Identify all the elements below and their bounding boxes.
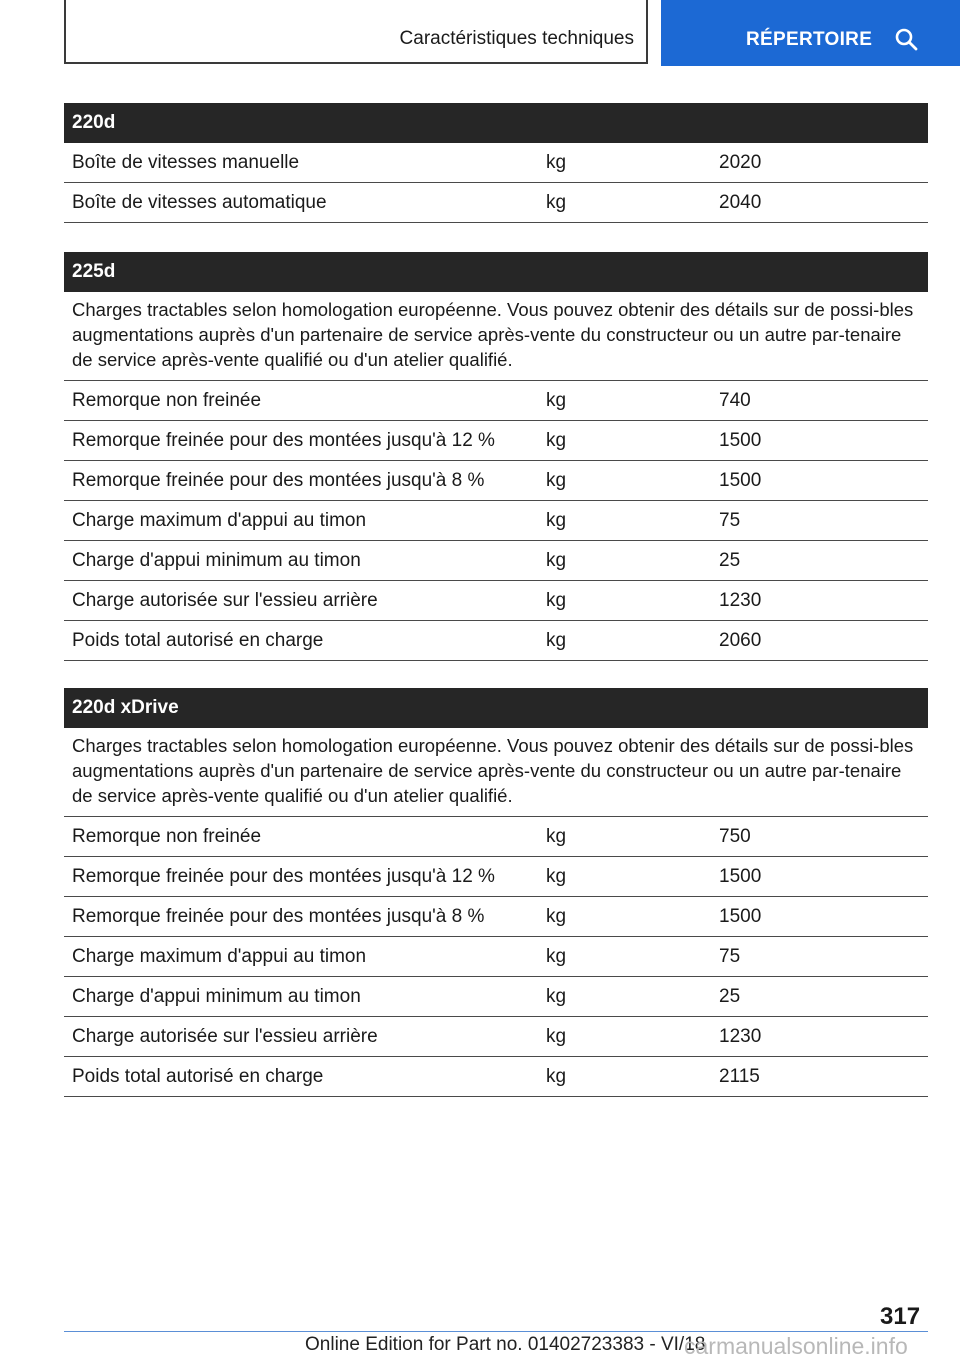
table-row xyxy=(64,501,928,541)
row-value: 1500 xyxy=(719,469,762,491)
section-title: Caractéristiques techniques xyxy=(399,28,634,49)
row-label: Remorque freinée pour des montées jusqu'à 12 % xyxy=(72,865,495,887)
row-value: 25 xyxy=(719,549,741,571)
row-value: 1500 xyxy=(719,429,762,451)
table-row xyxy=(64,421,928,461)
table-row xyxy=(64,857,928,897)
row-label: Remorque non freinée xyxy=(72,389,262,411)
row-unit: kg xyxy=(546,549,567,571)
row-value: 750 xyxy=(719,825,751,847)
table-row xyxy=(64,1017,928,1057)
index-button-label: RÉPERTOIRE xyxy=(746,29,873,50)
row-label: Charge d'appui minimum au timon xyxy=(72,549,361,571)
row-label: Remorque freinée pour des montées jusqu'à 8 % xyxy=(72,469,485,491)
table-row xyxy=(64,897,928,937)
row-label: Poids total autorisé en charge xyxy=(72,1065,324,1087)
row-value: 2020 xyxy=(719,151,762,173)
section-note: Charges tractables selon homologation européenne. Vous pouvez obtenir des détails sur de possi-bles augmentations auprès d'un partenaire de service après-vente du constructeur ou un autre par-tenaire de service après-vente qualifié ou d'un atelier qualifié. xyxy=(64,292,928,381)
row-value: 1500 xyxy=(719,905,762,927)
table-row xyxy=(64,817,928,857)
footer-divider xyxy=(64,1331,928,1332)
table-row xyxy=(64,541,928,581)
row-label: Charge autorisée sur l'essieu arrière xyxy=(72,1025,378,1047)
row-value: 2040 xyxy=(719,191,762,213)
row-value: 2060 xyxy=(719,629,762,651)
row-label: Remorque non freinée xyxy=(72,825,262,847)
row-unit: kg xyxy=(546,945,567,967)
table-row xyxy=(64,621,928,661)
section-note: Charges tractables selon homologation européenne. Vous pouvez obtenir des détails sur de possi-bles augmentations auprès d'un partenaire de service après-vente du constructeur ou un autre par-tenaire de service après-vente qualifié ou d'un atelier qualifié. xyxy=(64,728,928,817)
row-value: 740 xyxy=(719,389,751,411)
spec-table-220d-xdrive xyxy=(64,688,928,1097)
row-unit: kg xyxy=(546,1065,567,1087)
section-heading: 220d xDrive xyxy=(64,688,928,728)
table-row xyxy=(64,143,928,183)
row-value: 75 xyxy=(719,945,741,967)
row-unit: kg xyxy=(546,191,567,213)
row-unit: kg xyxy=(546,389,567,411)
page-number: 317 xyxy=(880,1303,921,1330)
table-row xyxy=(64,1057,928,1097)
row-unit: kg xyxy=(546,985,567,1007)
row-unit: kg xyxy=(546,509,567,531)
row-unit: kg xyxy=(546,629,567,651)
row-label: Remorque freinée pour des montées jusqu'à 12 % xyxy=(72,429,495,451)
table-row xyxy=(64,461,928,501)
edition-text: Online Edition for Part no. 01402723383 - VI/18 xyxy=(305,1334,706,1355)
section-heading: 220d xyxy=(64,103,928,143)
row-value: 1230 xyxy=(719,589,762,611)
row-value: 25 xyxy=(719,985,741,1007)
row-unit: kg xyxy=(546,825,567,847)
row-unit: kg xyxy=(546,429,567,451)
row-unit: kg xyxy=(546,1025,567,1047)
header-section-box xyxy=(64,0,648,64)
search-icon xyxy=(894,27,918,51)
row-unit: kg xyxy=(546,589,567,611)
spec-table-220d xyxy=(64,103,928,223)
table-row xyxy=(64,581,928,621)
row-label: Poids total autorisé en charge xyxy=(72,629,324,651)
row-value: 2115 xyxy=(719,1065,760,1087)
row-label: Charge maximum d'appui au timon xyxy=(72,509,367,531)
row-unit: kg xyxy=(546,865,567,887)
row-value: 75 xyxy=(719,509,741,531)
section-heading: 225d xyxy=(64,252,928,292)
row-label: Remorque freinée pour des montées jusqu'à 8 % xyxy=(72,905,485,927)
row-label: Boîte de vitesses manuelle xyxy=(72,151,300,173)
row-label: Charge autorisée sur l'essieu arrière xyxy=(72,589,378,611)
row-label: Charge d'appui minimum au timon xyxy=(72,985,361,1007)
row-unit: kg xyxy=(546,469,567,491)
row-value: 1230 xyxy=(719,1025,762,1047)
table-row xyxy=(64,183,928,223)
index-button[interactable] xyxy=(661,0,960,66)
table-row xyxy=(64,937,928,977)
row-label: Boîte de vitesses automatique xyxy=(72,191,327,213)
row-value: 1500 xyxy=(719,865,762,887)
table-row xyxy=(64,381,928,421)
row-label: Charge maximum d'appui au timon xyxy=(72,945,367,967)
row-unit: kg xyxy=(546,905,567,927)
row-unit: kg xyxy=(546,151,567,173)
watermark-text: carmanualsonline.info xyxy=(684,1333,908,1359)
table-row xyxy=(64,977,928,1017)
spec-table-225d xyxy=(64,252,928,661)
